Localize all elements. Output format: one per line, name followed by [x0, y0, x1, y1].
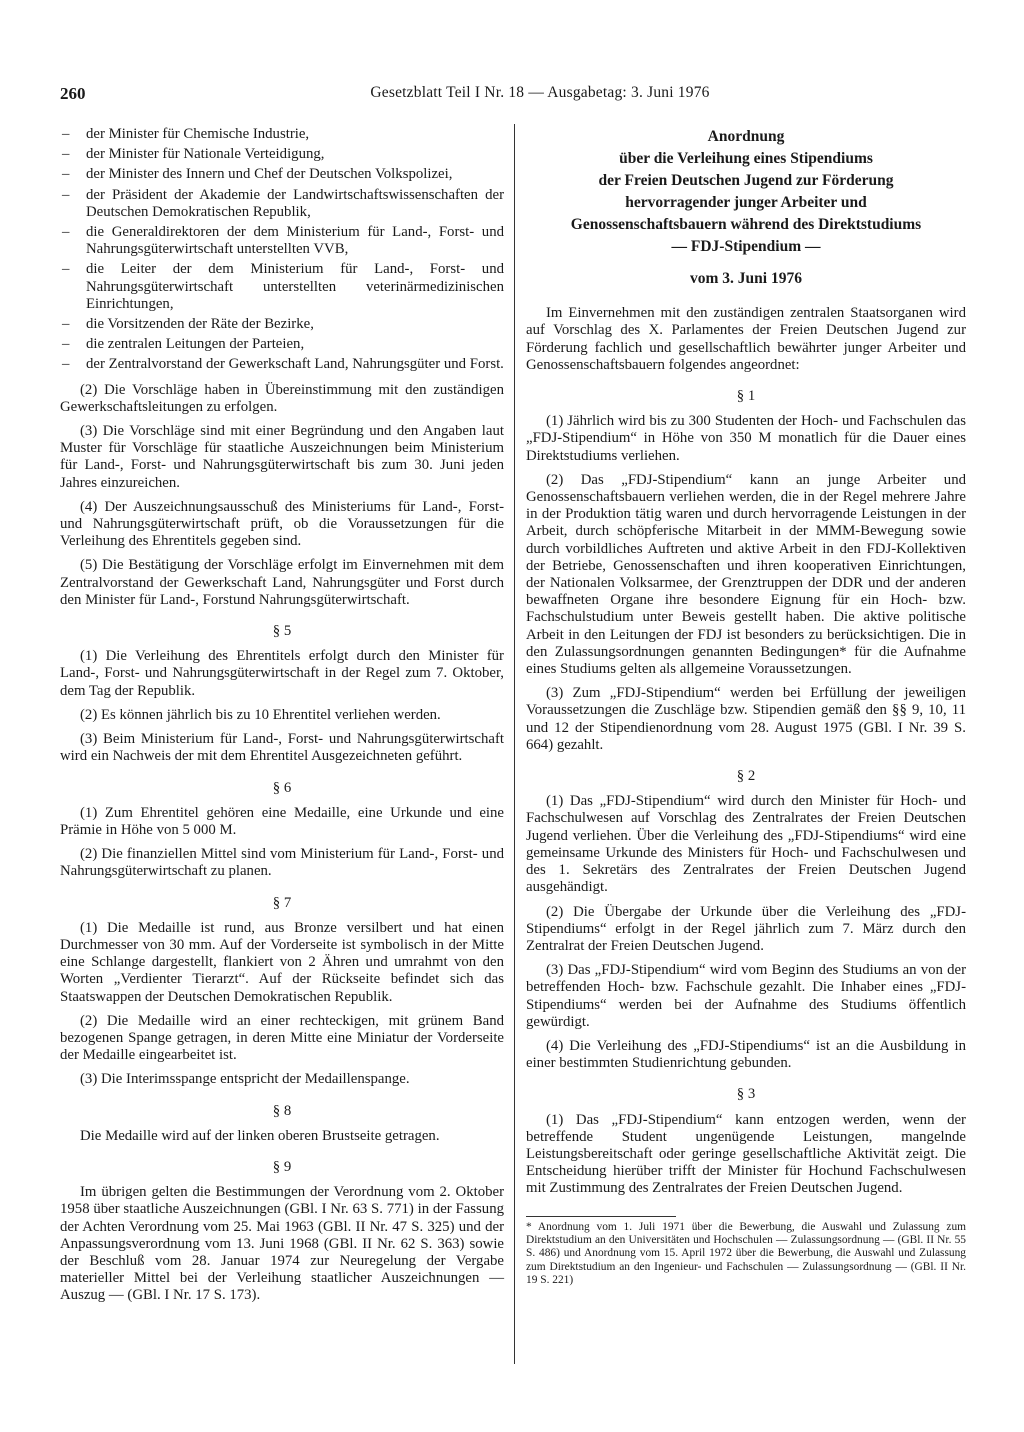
page-number: 260 — [60, 84, 86, 103]
list-item: – der Minister für Nationale Verteidigung, — [60, 146, 504, 163]
section-heading: § 2 — [736, 768, 756, 785]
list-item: – der Minister des Innern und Chef der Deutschen Volkspolizei, — [60, 166, 504, 183]
document-title — [526, 126, 966, 258]
title-line: — FDJ-Stipendium — — [671, 238, 821, 255]
list-item: – die Generaldirektoren der dem Ministerium für Land-, Forst- und Nahrungsgüterwirtschaft unterstellten VVB, — [60, 224, 504, 258]
section-heading: § 7 — [272, 894, 292, 911]
paragraph: (1) Jährlich wird bis zu 300 Studenten der Hoch- und Fachschulen das „FDJ-Stipendium“ in Höhe von 350 M monatlich für die Dauer eines Direktstudiums verliehen. — [526, 413, 966, 464]
paragraph: (4) Der Auszeichnungsausschuß des Ministeriums für Land-, Forst- und Nahrungsgüterwirtschaft prüft, ob die Voraussetzungen für die Verleihung des Ehrentitels gegeben sind. — [60, 498, 504, 550]
page-header — [60, 84, 980, 108]
column-divider — [514, 124, 515, 1364]
paragraph: (2) Die Übergabe der Urkunde über die Verleihung des „FDJ-Stipendiums“ erfolgt in der Regel jährlich zum 7. März durch den Zentralrat der Freien Deutschen Jugend. — [526, 903, 966, 954]
section-heading: § 3 — [736, 1086, 756, 1103]
section-heading: § 1 — [736, 388, 756, 405]
paragraph: (3) Das „FDJ-Stipendium“ wird vom Beginn des Studiums an von der betreffenden Hoch- bzw. Fachschule gezahlt. Die Inhaber eines „FDJ-Stipendiums“ werden bei der Aufnahme des Studiums öffentlich gewürdigt. — [526, 962, 966, 1030]
paragraph: (2) Die Medaille wird an einer rechteckigen, mit grünem Band bezogenen Spange getragen, in deren Mitte eine Miniatur der Vorderseite der Medaille eingearbeitet ist. — [60, 1012, 504, 1064]
title-line: Anordnung — [707, 128, 785, 145]
section-heading: § 5 — [272, 623, 292, 640]
preamble: Im Einvernehmen mit den zuständigen zentralen Staatsorganen wird auf Vorschlag des X. Parlamentes der Freien Deutschen Jugend zur Förderung fachlich und gesellschaftlich bewährter junger Arbeiter und Genossenschaftsbauern folgendes angeordnet: — [526, 305, 966, 373]
list-item: – der Zentralvorstand der Gewerkschaft Land, Nahrungsgüter und Forst. — [60, 356, 504, 373]
footnote: * Anordnung vom 1. Juli 1971 über die Bewerbung, die Auswahl und Zulassung zum Direktstudium an den Universitäten und Hochschulen — Zulassungsordnung — (GBl. II Nr. 55 S. 486) und Anordnung vom 15. April 1972 über die Bewerbung, die Auswahl und Zulassung zum Direktstudium an den Ingenieur- und Fachschulen — Zulassungsordnung — (GBl. II Nr. 19 S. 221) — [526, 1220, 966, 1287]
section-heading: § 8 — [272, 1102, 292, 1119]
paragraph: (2) Die finanziellen Mittel sind vom Ministerium für Land-, Forst- und Nahrungsgüterwirtschaft zu planen. — [60, 846, 504, 880]
running-title: Gesetzblatt Teil I Nr. 18 — Ausgabetag: 3. Juni 1976 — [370, 84, 710, 101]
paragraph: (2) Die Vorschläge haben in Übereinstimmung mit den zuständigen Gewerkschaftsleitungen zu erfolgen. — [60, 381, 504, 415]
title-line: Genossenschaftsbauern während des Direktstudiums — [570, 216, 922, 233]
paragraph: (5) Die Bestätigung der Vorschläge erfolgt im Einvernehmen mit dem Zentralvorstand der Gewerkschaft Land, Nahrungsgüter und Forst durch den Minister für Land-, Forstund Nahrungsgüterwirtschaft. — [60, 557, 504, 608]
footnote-divider — [526, 1216, 676, 1217]
list-item: – die Vorsitzenden der Räte der Bezirke, — [60, 316, 504, 333]
paragraph: (1) Das „FDJ-Stipendium“ wird durch den Minister für Hoch- und Fachschulwesen auf Vorschlag des Zentralrates der Freien Deutschen Jugend verliehen. Über die Verleihung des „FDJ-Stipendiums“ wird eine gemeinsame Urkunde des Ministers für Hoch- und Fachschulwesen und des 1. Sekretärs des Zentralrates der Freien Deutschen Jugend ausgehändigt. — [526, 793, 966, 896]
left-column — [60, 126, 504, 1312]
paragraph: (2) Es können jährlich bis zu 10 Ehrentitel verliehen werden. — [80, 706, 441, 723]
list-item: – die zentralen Leitungen der Parteien, — [60, 336, 504, 353]
paragraph: (3) Die Vorschläge sind mit einer Begründung und den Angaben laut Muster für Vorschläge für staatliche Auszeichnungen beim Ministerium für Land-, Forst- und Nahrungsgüterwirtschaft bis zum 30. Juni jeden Jahres einzureichen. — [60, 423, 504, 491]
paragraph: (3) Zum „FDJ-Stipendium“ werden bei Erfüllung der jeweiligen Voraussetzungen die Zuschläge bzw. Stipendien gemäß den §§ 9, 10, 11 und 12 der Stipendienordnung vom 28. August 1975 (GBl. I Nr. 39 S. 664) gezahlt. — [526, 685, 966, 753]
paragraph: (2) Das „FDJ-Stipendium“ kann an junge Arbeiter und Genossenschaftsbauern verliehen werden, die in der Regel mehrere Jahre in der Produktion tätig waren und durch hervorragende Leistungen in der Arbeit, durch schöpferische Mitarbeit in der MMM-Bewegung sowie durch vorbildliches Auftreten und aktive Arbeit in den FDJ-Kollektiven der Betriebe, Genossenschaften und ihren kooperativen Einrichtungen, der Nationalen Volksarmee, der Grenztruppen der DDR und der anderen bewaffneten Organe ihre besondere Eignung für ein Hoch- bzw. Fachschulstudium unter Beweis gestellt haben. Die aktive politische Arbeit in den Leitungen der FDJ ist besonders zu berücksichtigen. Die in den Zulassungsordnungen genannten Bedingungen* für die Aufnahme eines Studiums gelten als allgemeine Voraussetzungen. — [526, 471, 966, 678]
list-item: – der Minister für Chemische Industrie, — [60, 126, 504, 143]
proposer-list — [60, 126, 504, 374]
paragraph: Die Medaille wird auf der linken oberen Brustseite getragen. — [80, 1127, 440, 1144]
paragraph: (3) Die Interimsspange entspricht der Medaillenspange. — [80, 1071, 410, 1088]
right-column — [526, 126, 966, 1288]
paragraph: (1) Die Medaille ist rund, aus Bronze versilbert und hat einen Durchmesser von 30 mm. Auf der Vorderseite ist symbolisch in der Mitte eine Schlange dargestellt, flankiert von 2 Ähren und umrahmt von den Worten „Verdienter Tierarzt“. Auf der Rückseite befindet sich das Staatswappen der Deutschen Demokratischen Republik. — [60, 919, 504, 1005]
section-heading: § 6 — [272, 779, 292, 796]
paragraph: Im übrigen gelten die Bestimmungen der Verordnung vom 2. Oktober 1958 über staatliche Auszeichnungen (GBl. I Nr. 63 S. 771) in der Fassung der Achten Verordnung vom 25. Mai 1963 (GBl. II Nr. 47 S. 325) und der Anpassungsverordnung vom 13. Juni 1968 (GBl. II Nr. 62 S. 363) sowie der Beschluß vom 28. Januar 1974 zur Neuregelung der Vergabe materieller Mittel bei der Verleihung staatlicher Auszeichnungen — Auszug — (GBl. I Nr. 17 S. 173). — [60, 1184, 504, 1304]
document-date: vom 3. Juni 1976 — [690, 270, 802, 287]
title-line: der Freien Deutschen Jugend zur Förderung — [598, 172, 894, 189]
paragraph: (1) Die Verleihung des Ehrentitels erfolgt durch den Minister für Land-, Forst- und Nahrungsgüterwirtschaft in der Regel zum 7. Oktober, dem Tag der Republik. — [60, 648, 504, 699]
list-item: – die Leiter der dem Ministerium für Land-, Forst- und Nahrungsgüterwirtschaft unterstellten veterinärmedizinischen Einrichtungen, — [60, 261, 504, 313]
paragraph: (1) Zum Ehrentitel gehören eine Medaille, eine Urkunde und eine Prämie in Höhe von 5 000 M. — [60, 804, 504, 838]
section-heading: § 9 — [272, 1158, 292, 1175]
title-line: hervorragender junger Arbeiter und — [625, 194, 867, 211]
paragraph: (3) Beim Ministerium für Land-, Forst- und Nahrungsgüterwirtschaft wird ein Nachweis der mit dem Ehrentitel Ausgezeichneten geführt. — [60, 731, 504, 765]
paragraph: (4) Die Verleihung des „FDJ-Stipendiums“ ist an die Ausbildung in einer bestimmten Studienrichtung gebunden. — [526, 1037, 966, 1072]
list-item: – der Präsident der Akademie der Landwirtschaftswissenschaften der Deutschen Demokratischen Republik, — [60, 187, 504, 221]
paragraph: (1) Das „FDJ-Stipendium“ kann entzogen werden, wenn der betreffende Student ungenügende Leistungen, mangelnde Leistungsbereitschaft oder geringe gesellschaftliche Aktivität zeigt. Die Entscheidung hierüber trifft der Minister für Hochund Fachschulwesen mit Zustimmung des Zentralrates der Freien Deutschen Jugend. — [526, 1111, 966, 1197]
title-line: über die Verleihung eines Stipendiums — [619, 150, 873, 167]
